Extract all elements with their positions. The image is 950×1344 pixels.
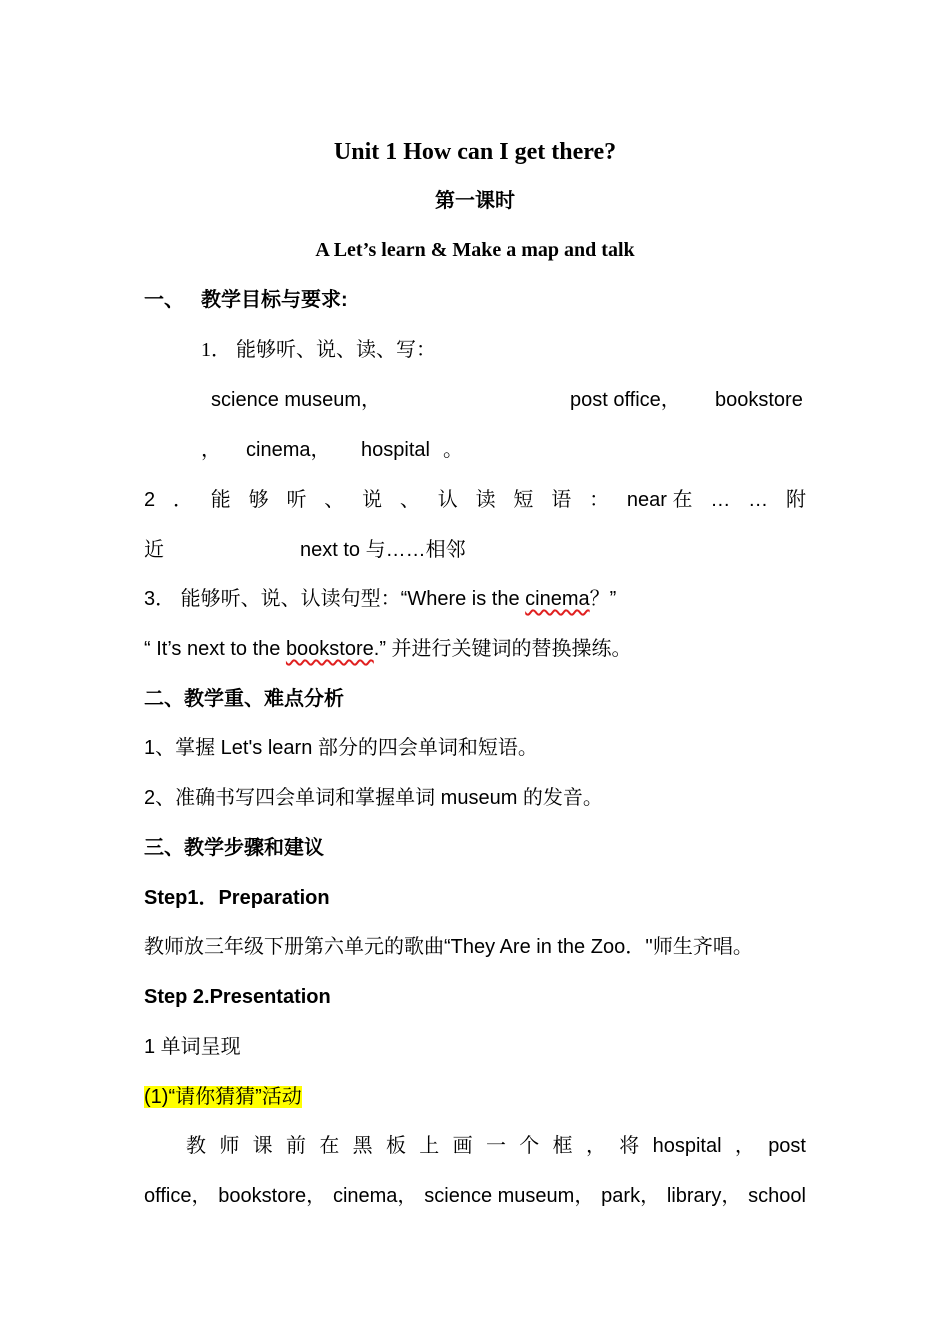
paragraph-segment-5: 黑 [352,1135,373,1157]
word-cinema: cinema， [246,439,331,461]
word-period: 。 [443,439,463,461]
keyword-cinema: cinema [525,588,590,610]
activity-paragraph [186,1134,806,1158]
lesson-label: 第一课时 [435,190,515,212]
section3-heading: 三、教学步骤和建议 [144,837,324,859]
word-bookstore: bookstore [715,389,803,411]
objective-3-text: 3． 能够听、说、认读句型：“Where is the [144,588,526,610]
phrase-next-to: next to 与……相邻 [300,539,466,561]
keypoint-1: 1、掌握 Let's learn 部分的四会单词和短语。 [144,737,538,759]
objective-1: 1． 能够听、说、读、写： [201,339,436,361]
objective-2-segment-0: 2 [144,489,156,511]
objective-2-segment-11: 语 [551,489,572,511]
sentence-end: .” 并进行关键词的替换操练。 [373,638,632,660]
step1-heading: Step1．Preparation [144,887,330,909]
paragraph-segment-13: 将 [619,1135,640,1157]
paragraph-segment-9: 一 [485,1135,506,1157]
objective-2-segment-9: 读 [475,489,496,511]
paragraph-line2-segment-1: bookstore， [218,1185,327,1207]
objective-3-end: ？” [589,588,617,610]
objective-2-segment-8: 认 [437,489,458,511]
paragraph-segment-7: 上 [419,1135,440,1157]
activity-heading [144,1085,302,1109]
section1-heading: 教学目标与要求: [201,289,348,311]
keypoint-2: 2、准确书写四会单词和掌握单词 museum 的发音。 [144,787,603,809]
word-presentation-label: 1 单词呈现 [144,1036,241,1058]
paragraph-segment-6: 板 [385,1135,406,1157]
paragraph-segment-16: post [768,1135,806,1157]
activity-highlight: (1)“请你猜猜”活动 [144,1086,302,1108]
objective-2-segment-1: ． [172,489,193,511]
paragraph-line2-segment-3: science museum， [424,1185,595,1207]
paragraph-segment-12: ， [585,1135,606,1157]
section2-heading: 二、教学重、难点分析 [144,688,344,710]
page-title: Unit 1 How can I get there? [333,139,617,165]
objective-2-segment-13: near 在 [626,489,693,511]
paragraph-segment-11: 框 [552,1135,573,1157]
paragraph-segment-2: 课 [252,1135,273,1157]
objective-2-segment-7: 、 [399,489,420,511]
objective-2-segment-6: 说 [362,489,383,511]
objective-2-segment-14: … [710,489,731,511]
objective-2-segment-4: 听 [286,489,307,511]
paragraph-line2-segment-6: school [748,1185,806,1207]
objective-2-segment-16: 附 [785,489,806,511]
paragraph-line2-segment-0: office， [144,1185,212,1207]
paragraph-line2-segment-2: cinema， [332,1185,418,1207]
objective-3 [144,587,616,611]
activity-paragraph-continued [144,1184,806,1208]
objective-2-segment-12: ： [589,489,610,511]
step2-heading: Step 2.Presentation [144,986,331,1008]
paragraph-segment-0: 教 [186,1135,206,1157]
objective-2-segment-2: 能 [210,489,231,511]
objective-3-sentence [144,637,632,661]
word-post-office: post office， [570,389,681,411]
paragraph-segment-1: 师 [219,1135,240,1157]
objective-2-continued: 近 [144,539,164,561]
objective-2-segment-5: 、 [324,489,345,511]
paragraph-line2-segment-5: library， [666,1185,742,1207]
paragraph-segment-14: hospital [652,1135,722,1157]
objective-2-segment-3: 够 [248,489,269,511]
keyword-bookstore: bookstore [285,638,374,660]
paragraph-segment-15: ， [734,1135,755,1157]
objective-2-segment-15: … [748,489,769,511]
word-hospital: hospital [361,439,430,461]
word-comma: ， [201,439,221,461]
objective-2 [144,488,806,512]
step1-text: 教师放三年级下册第六单元的歌曲“They Are in the Zoo．''师生齐唱。 [144,936,753,958]
section1-number: 一、 [144,289,184,311]
paragraph-segment-4: 在 [319,1135,340,1157]
paragraph-segment-10: 个 [519,1135,540,1157]
paragraph-line2-segment-4: park， [601,1185,661,1207]
lesson-subtitle: A Let’s learn & Make a map and talk [315,239,635,261]
paragraph-segment-3: 前 [285,1135,306,1157]
word-science-museum: science museum， [211,389,382,411]
paragraph-segment-8: 画 [452,1135,473,1157]
objective-2-segment-10: 短 [513,489,534,511]
sentence-text: “ It’s next to the [144,638,286,660]
